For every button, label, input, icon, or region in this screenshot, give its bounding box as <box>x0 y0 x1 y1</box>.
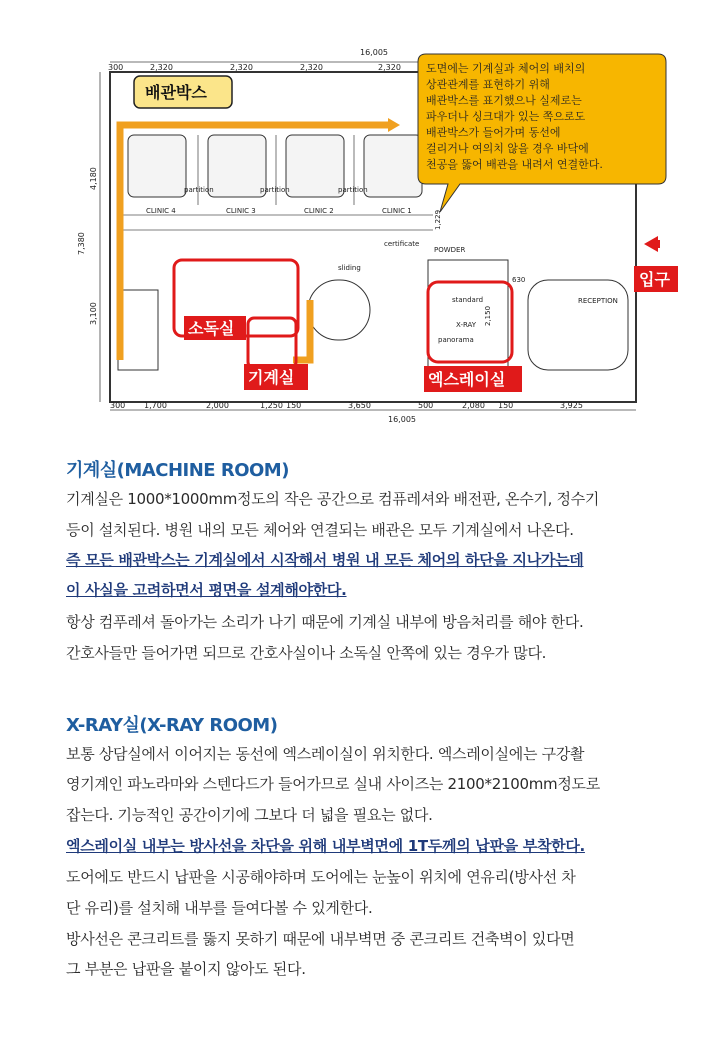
sterilization-label: 소독실 <box>188 319 235 338</box>
callout-line-1: 상관관계를 표현하기 위해 <box>426 78 550 91</box>
xray-room-line-2: 영기계인 파노라마와 스텐다드가 들어가므로 실내 사이즈는 2100*2100mm정도로 <box>66 775 600 793</box>
dim-top-0: 300 <box>108 63 124 72</box>
dim-top-2: 2,320 <box>230 63 253 72</box>
dim-2150: 2,150 <box>484 305 492 326</box>
callout-line-0: 도면에는 기계실과 체어의 배치의 <box>426 62 586 75</box>
callout-line-2: 배관박스를 표기했으나 실제로는 <box>426 94 582 107</box>
dim-left-upper: 4,180 <box>89 167 98 190</box>
reception-label: RECEPTION <box>578 297 618 305</box>
dim-bottom-8: 150 <box>498 401 514 410</box>
clinic-3-label: CLINIC 3 <box>226 207 256 215</box>
dim-bottom-7: 2,080 <box>462 401 485 410</box>
machine-room-highlight <box>248 318 296 368</box>
clinic-1-label: CLINIC 1 <box>382 207 412 215</box>
xray-room-line-7: 방사선은 콘크리트를 뚫지 못하기 때문에 내부벽면 중 콘크리트 건축벽이 있다면 <box>66 930 575 948</box>
dim-bottom-5: 3,650 <box>348 401 371 410</box>
dim-top-4: 2,320 <box>378 63 401 72</box>
machine-room-line-5: 항상 컴푸레셔 돌아가는 소리가 나기 때문에 기계실 내부에 방음처리를 해야 한다. <box>66 613 584 631</box>
callout-line-3: 파우더나 싱크대가 있는 쪽으로도 <box>426 110 586 123</box>
powder-label: POWDER <box>434 246 466 254</box>
xray-room-label: X-RAY <box>456 321 477 329</box>
xray-room-line-3: 잡는다. 기능적인 공간이기에 그보다 더 넓을 필요는 없다. <box>66 806 433 824</box>
entrance-label: 입구 <box>639 270 670 289</box>
partition-label-1: partition <box>184 186 214 194</box>
clinic-2-label: CLINIC 2 <box>304 207 334 215</box>
pipe-box-label: 배관박스 <box>145 83 207 102</box>
xray-room-line-6: 단 유리)를 설치해 내부를 들여다볼 수 있게한다. <box>66 899 373 917</box>
dim-bottom-6: 500 <box>418 401 434 410</box>
section-heading-machine-room: 기계실(MACHINE ROOM) <box>66 460 289 481</box>
xray-room-line-1: 보통 상담실에서 이어지는 동선에 엑스레이실이 위치한다. 엑스레이실에는 구강촬 <box>66 745 585 763</box>
machine-room-emphasis-2: 이 사실을 고려하면서 평면을 설계해야한다. <box>66 581 347 599</box>
certificate-label: certificate <box>384 240 420 248</box>
dim-bottom-2: 2,000 <box>206 401 229 410</box>
dim-left-lower: 3,100 <box>89 302 98 325</box>
dim-bottom-4: 150 <box>286 401 302 410</box>
dim-top-3: 2,320 <box>300 63 323 72</box>
dim-bottom-1: 1,700 <box>144 401 167 410</box>
callout-line-6: 천공을 뚫어 배관을 내려서 연결한다. <box>426 158 603 171</box>
entrance-arrow <box>644 236 660 252</box>
xray-label: 엑스레이실 <box>428 370 506 389</box>
dim-bottom-9: 3,925 <box>560 401 583 410</box>
callout-line-5: 걸리거나 여의치 않을 경우 바닥에 <box>426 142 589 155</box>
dim-total-bottom: 16,005 <box>388 415 416 424</box>
dim-bottom-3: 1,250 <box>260 401 283 410</box>
panorama-label: panorama <box>438 336 474 344</box>
xray-room-line-8: 그 부분은 납판을 붙이지 않아도 된다. <box>66 960 306 978</box>
xray-room-line-5: 도어에도 반드시 납판을 시공해야하며 도어에는 눈높이 위치에 연유리(방사선 차 <box>66 868 576 886</box>
partition-label-3: partition <box>338 186 368 194</box>
sliding-label: sliding <box>338 264 361 272</box>
machine-room-line-6: 간호사들만 들어가면 되므로 간호사실이나 소독실 안쪽에 있는 경우가 많다. <box>66 644 547 662</box>
standard-label: standard <box>452 296 484 304</box>
clinic-4-label: CLINIC 4 <box>146 207 176 215</box>
machine-room-line-2: 등이 설치된다. 병원 내의 모든 체어와 연결되는 배관은 모두 기계실에서 나온다. <box>66 521 574 539</box>
dim-630: 630 <box>512 276 526 284</box>
dim-total-top: 16,005 <box>360 48 388 57</box>
partition-label-2: partition <box>260 186 290 194</box>
xray-room-emphasis: 엑스레이실 내부는 방사선을 차단을 위해 내부벽면에 1T두께의 납판을 부착한다. <box>66 837 585 855</box>
callout-line-4: 배관박스가 들어가며 동선에 <box>426 126 561 139</box>
machine-room-emphasis-1: 즉 모든 배관박스는 기계실에서 시작해서 병원 내 모든 체어의 하단을 지나가는데 <box>66 551 584 569</box>
floor-plan <box>77 40 670 440</box>
dim-1229: 1,229 <box>434 209 442 230</box>
dim-top-1: 2,320 <box>150 63 173 72</box>
section-heading-xray-room: X-RAY실(X-RAY ROOM) <box>66 715 278 736</box>
dim-bottom-0: 300 <box>110 401 126 410</box>
dim-left-total: 7,380 <box>77 232 86 255</box>
machine-room-label: 기계실 <box>248 368 295 387</box>
machine-room-line-1: 기계실은 1000*1000mm정도의 작은 공간으로 컴퓨레셔와 배전판, 온수기, 정수기 <box>66 490 600 508</box>
